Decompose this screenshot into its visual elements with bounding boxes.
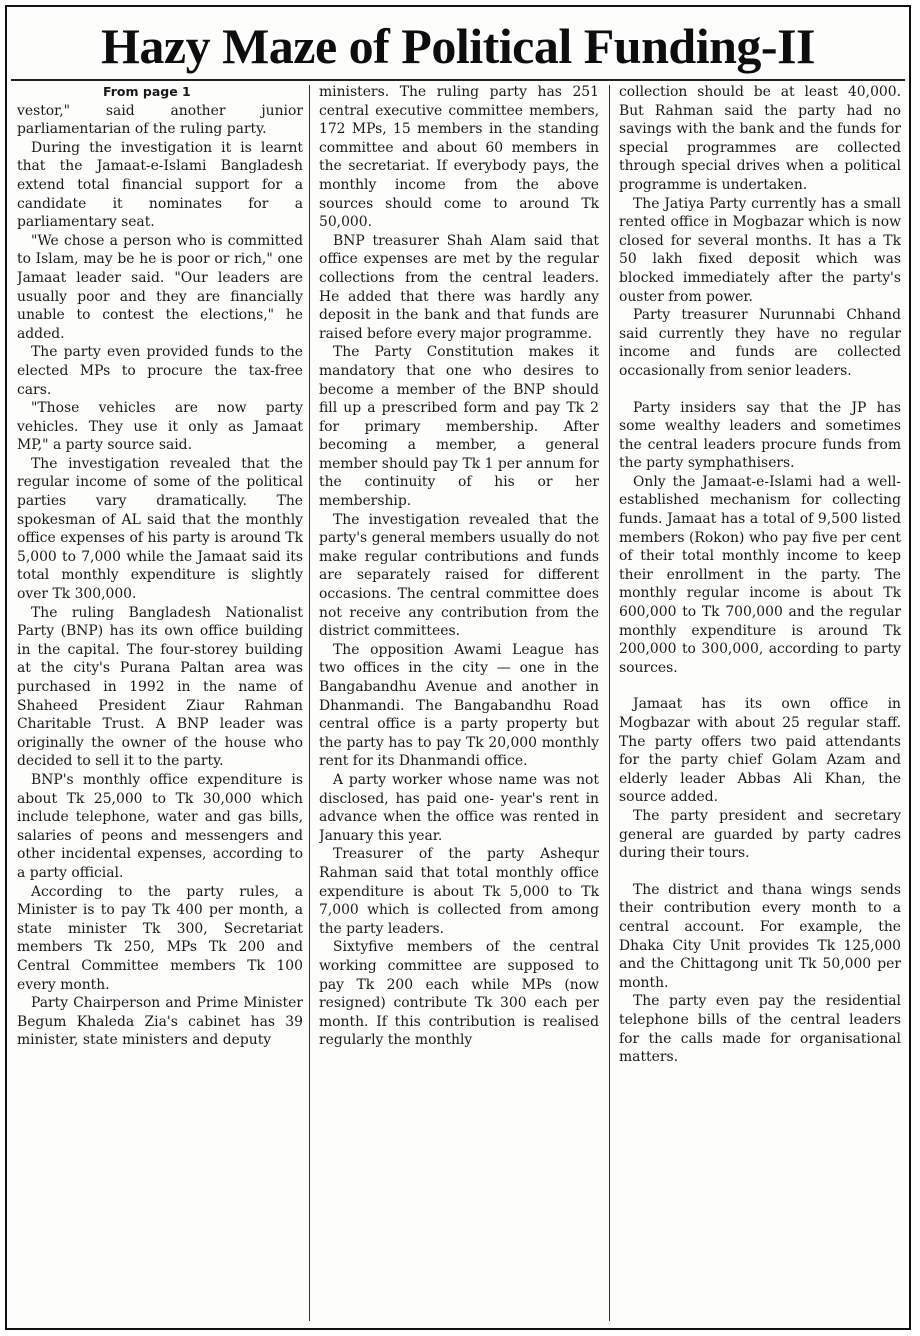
paragraph: The party even pay the residential telephone bills of the central leaders for the calls made for organisational matters.: [619, 993, 901, 1066]
paragraph: The investigation revealed that the party's general members usually do not make regular contributions and funds are separately raised for different occasions. The central committee does not receive any contribution from the district committees.: [319, 511, 599, 640]
paragraph: BNP's monthly office expenditure is about Tk 25,000 to Tk 30,000 which include telephone, water and gas bills, salaries of peons and messengers and other incidental expenses, according to a party official.: [17, 771, 303, 881]
from-page-label: From page 1: [103, 84, 191, 99]
paragraph: Jamaat has its own office in Mogbazar with about 25 regular staff. The party offers two paid attendants for the party chief Golam Azam and elderly leader Abbas Ali Khan, the source added.: [619, 696, 901, 806]
paragraph: "We chose a person who is committed to Islam, may be he is poor or rich," one Jamaat leader said. "Our leaders are usually poor and they are financially unable to contest the elections," he added.: [17, 232, 303, 342]
column-2: [319, 83, 599, 1323]
paragraph: The ruling Bangladesh Nationalist Party (BNP) has its own office building in the capital. The four-storey building at the city's Purana Paltan area was purchased in 1992 in the name of Shaheed President Ziaur Rahman Charitable Trust. A BNP leader was originally the owner of the house who decided to sell it to the party.: [17, 604, 303, 770]
paragraph: collection should be at least 40,000. But Rahman said the party had no savings with the bank and the funds for special programmes are collected through special drives when a political programme is undertaken.: [619, 84, 901, 193]
column-3: [619, 83, 901, 1323]
paragraph: The investigation revealed that the regular income of some of the political parties vary dramatically. The spokesman of AL said that the monthly office expenses of his party is around Tk 5,000 to 7,000 while the Jamaat said its total monthly expenditure is slightly over Tk 300,000.: [17, 455, 303, 603]
paragraph: vestor," said another junior parliamentarian of the ruling party.: [17, 102, 303, 138]
paragraph: "Those vehicles are now party vehicles. They use it only as Jamaat MP," a party source said.: [17, 400, 303, 454]
paragraph: Party insiders say that the JP has some wealthy leaders and sometimes the central leaders procure funds from the party symphathisers.: [619, 399, 901, 472]
paragraph: The district and thana wings sends their contribution every month to a central account. For example, the Dhaka City Unit provides Tk 125,000 and the Chittagong unit Tk 50,000 per month.: [619, 881, 901, 991]
headline-rule: [11, 79, 905, 81]
column-divider: [609, 85, 610, 1321]
column-divider: [309, 85, 310, 1321]
paragraph: Only the Jamaat-e-Islami had a well-established mechanism for collecting funds. Jamaat has a total of 9,500 listed members (Rokon) who pay five per cent of their total monthly income to keep their enrollment in the party. The monthly regular income is about Tk 600,000 to Tk 700,000 and the regular monthly expenditure is around Tk 200,000 to 300,000, according to party sources.: [619, 473, 901, 676]
newspaper-clipping: [5, 5, 911, 1330]
paragraph: Party treasurer Nurunnabi Chhand said currently they have no regular income and funds are collected occasionally from senior leaders.: [619, 307, 901, 379]
paragraph: The party even provided funds to the elected MPs to procure the tax-free cars.: [17, 344, 303, 398]
column-1: [17, 83, 303, 1323]
paragraph: Party Chairperson and Prime Minister Begum Khaleda Zia's cabinet has 39 minister, state ministers and deputy: [17, 995, 303, 1049]
paragraph: According to the party rules, a Minister is to pay Tk 400 per month, a state minister Tk 300, Secretariat members Tk 250, MPs Tk 200 and Central Committee members Tk 100 every month.: [17, 883, 303, 993]
paragraph: BNP treasurer Shah Alam said that office expenses are met by the regular collections from the central leaders. He added that there was hardly any deposit in the bank and that funds are raised before every major programme.: [319, 232, 599, 342]
paragraph: The Party Constitution makes it mandatory that one who desires to become a member of the BNP should fill up a prescribed form and pay Tk 2 for primary membership. After becoming a member, a general member should pay Tk 1 per annum for the continuity of his or her membership.: [319, 344, 599, 510]
paragraph: The party president and secretary general are guarded by party cadres during their tours.: [619, 807, 901, 862]
paragraph: A party worker whose name was not disclosed, has paid one- year's rent in advance when the office was rented in January this year.: [319, 771, 599, 844]
paragraph: During the investigation it is learnt that the Jamaat-e-Islami Bangladesh extend total financial support for a candidate it nominates for a parliamentary seat.: [17, 139, 303, 231]
paragraph: The Jatiya Party currently has a small rented office in Mogbazar which is now closed for several months. It has a Tk 50 lakh fixed deposit which was blocked immediately after the party's ouster from power.: [619, 195, 901, 305]
headline: Hazy Maze of Political Funding-II: [101, 18, 815, 74]
paragraph: ministers. The ruling party has 251 central executive committee members, 172 MPs, 15 members in the standing committee and about 60 members in the secretariat. If everybody pays, the monthly income from the above sources should come to around Tk 50,000.: [319, 84, 599, 231]
paragraph: Treasurer of the party Ashequr Rahman said that total monthly office expenditure is about Tk 5,000 to Tk 7,000 which is collected from among the party leaders.: [319, 846, 599, 937]
paragraph: The opposition Awami League has two offices in the city — one in the Bangabandhu Avenue and another in Dhanmandi. The Bangabandhu Road central office is a party property but the party has to pay Tk 20,000 monthly rent for its Dhanmandi office.: [319, 641, 599, 770]
paragraph: Sixtyfive members of the central working committee are supposed to pay Tk 200 each while MPs (now resigned) contribute Tk 300 each per month. If this contribution is realised regularly the monthly: [319, 939, 599, 1049]
